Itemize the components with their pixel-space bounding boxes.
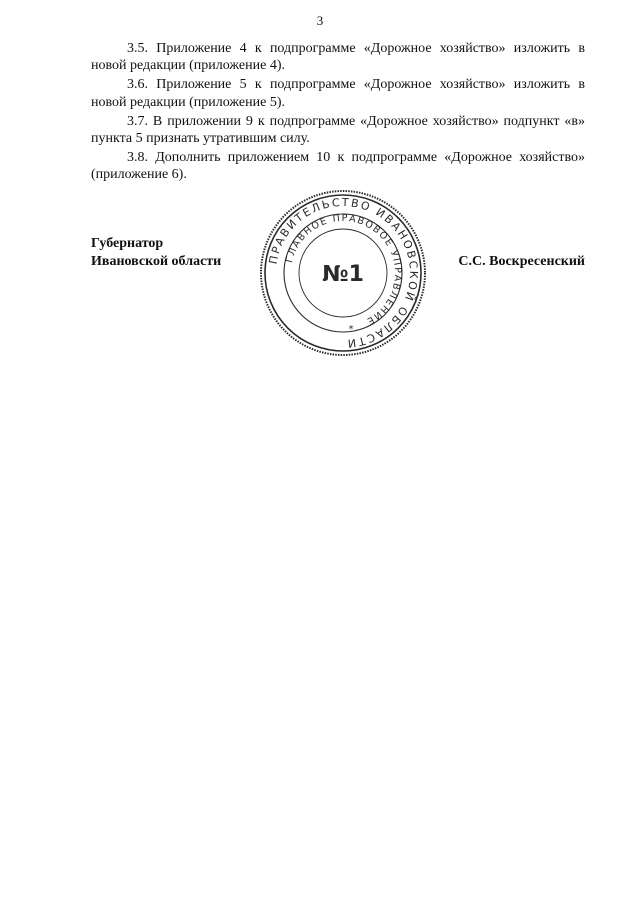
document-body	[91, 40, 585, 186]
seal-star: *	[348, 324, 354, 335]
signatory-name: С.С. Воскресенский	[458, 254, 585, 269]
seal-outer-text: ПРАВИТЕЛЬСТВО ИВАНОВСКОЙ ОБЛАСТИ	[266, 195, 421, 351]
page-number: 3	[316, 13, 324, 28]
paragraph-3-5: 3.5. Приложение 4 к подпрограмме «Дорожное хозяйство» изложить в новой редакции (приложение 4).	[91, 41, 585, 74]
seal-inner-text: ГЛАВНОЕ ПРАВОВОЕ УПРАВЛЕНИЕ	[284, 212, 404, 328]
paragraph-3-8: 3.8. Дополнить приложением 10 к подпрограмме «Дорожное хозяйство» (приложение 6).	[91, 150, 585, 183]
position-line-1: Губернатор	[91, 236, 164, 251]
paragraph-3-7: 3.7. В приложении 9 к подпрограмме «Дорожное хозяйство» подпункт «в» пункта 5 признать утратившим силу.	[91, 113, 585, 147]
paragraph-3-6: 3.6. Приложение 5 к подпрограмме «Дорожное хозяйство» изложить в новой редакции (приложение 5).	[91, 77, 585, 110]
position-line-2: Ивановской области	[91, 254, 222, 269]
seal-center-number: №1	[322, 262, 364, 287]
signatory-position	[91, 235, 221, 271]
official-seal-stamp	[258, 188, 428, 358]
